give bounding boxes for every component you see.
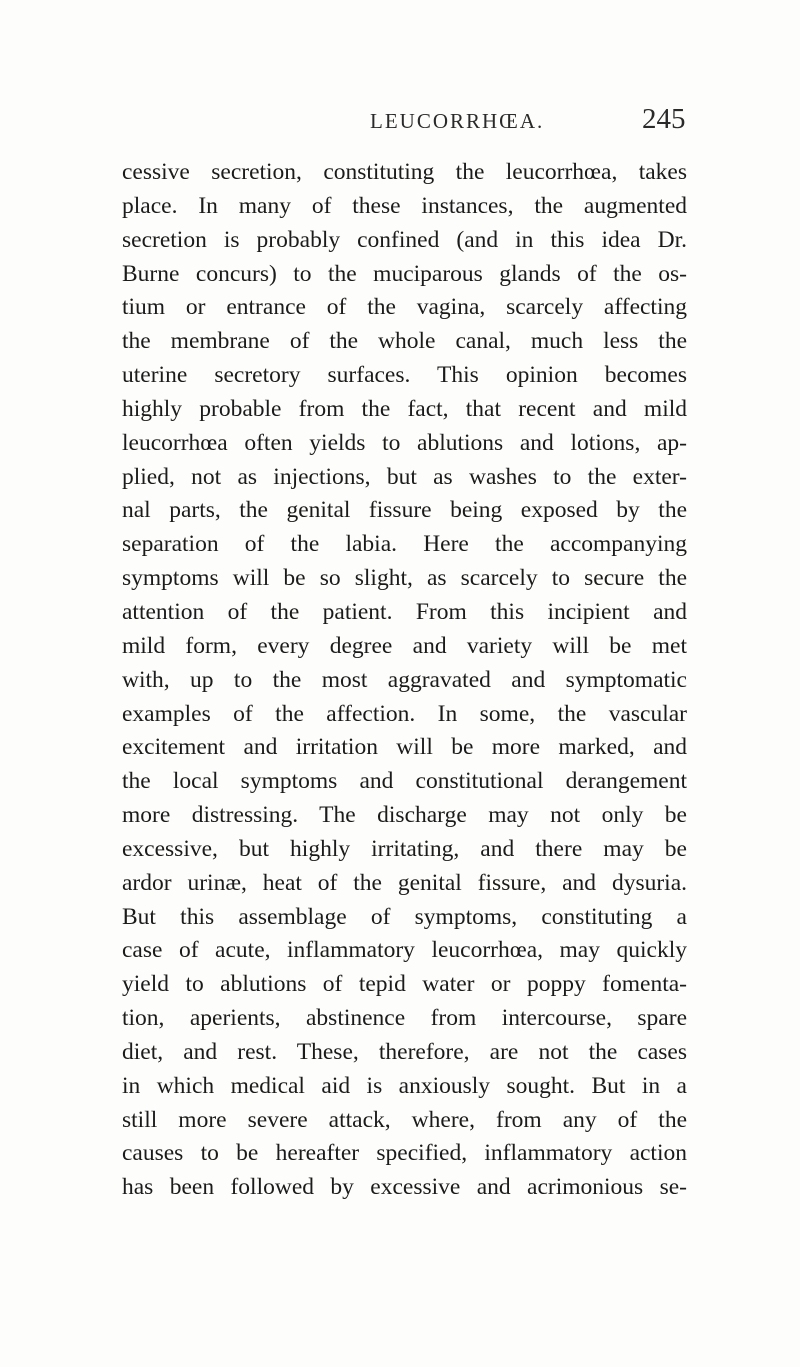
text-line: with, up to the most aggravated and symptomatic [122, 666, 687, 693]
text-line: case of acute, inflammatory leucorrhœa, may quickly [122, 937, 687, 964]
page-number: 245 [642, 103, 686, 135]
text-line: has been followed by excessive and acrimonious se- [122, 1174, 687, 1201]
text-line: cessive secretion, constituting the leucorrhœa, takes [122, 159, 687, 185]
text-line: tion, aperients, abstinence from intercourse, spare [122, 1005, 687, 1032]
text-line: mild form, every degree and variety will be met [122, 632, 687, 659]
text-line: more distressing. The discharge may not only be [122, 802, 687, 829]
text-line: leucorrhœa often yields to ablutions and lotions, ap- [122, 429, 687, 456]
text-line: plied, not as injections, but as washes to the exter- [122, 463, 687, 490]
text-line: excitement and irritation will be more marked, and [122, 734, 687, 761]
text-line: causes to be hereafter specified, inflammatory action [122, 1140, 687, 1167]
text-line: the local symptoms and constitutional derangement [122, 768, 687, 795]
text-line: yield to ablutions of tepid water or poppy fomenta- [122, 971, 687, 998]
text-line: in which medical aid is anxiously sought. But in a [122, 1072, 687, 1099]
text-line: tium or entrance of the vagina, scarcely affecting [122, 294, 687, 321]
text-line: the membrane of the whole canal, much less the [122, 328, 687, 355]
text-line: nal parts, the genital fissure being exposed by the [122, 497, 687, 524]
text-line: Burne concurs) to the muciparous glands of the os- [122, 260, 687, 287]
text-line: attention of the patient. From this incipient and [122, 598, 687, 625]
text-line: uterine secretory surfaces. This opinion becomes [122, 362, 687, 389]
running-head-title: LEUCORRHŒA. [370, 109, 545, 133]
text-line: still more severe attack, where, from any of the [122, 1106, 687, 1133]
text-line: highly probable from the fact, that recent and mild [122, 395, 687, 422]
text-line: place. In many of these instances, the augmented [122, 192, 687, 219]
text-line: secretion is probably confined (and in this idea Dr. [122, 226, 687, 253]
text-line: But this assemblage of symptoms, constituting a [122, 903, 687, 930]
text-line: diet, and rest. These, therefore, are not the cases [122, 1038, 687, 1065]
text-line: separation of the labia. Here the accompanying [122, 531, 687, 558]
text-line: examples of the affection. In some, the vascular [122, 700, 687, 727]
text-line: excessive, but highly irritating, and there may be [122, 835, 687, 862]
text-line: symptoms will be so slight, as scarcely to secure the [122, 565, 687, 592]
body-text [122, 156, 687, 1205]
running-head [0, 103, 800, 143]
text-line: ardor urinæ, heat of the genital fissure, and dysuria. [122, 869, 687, 896]
